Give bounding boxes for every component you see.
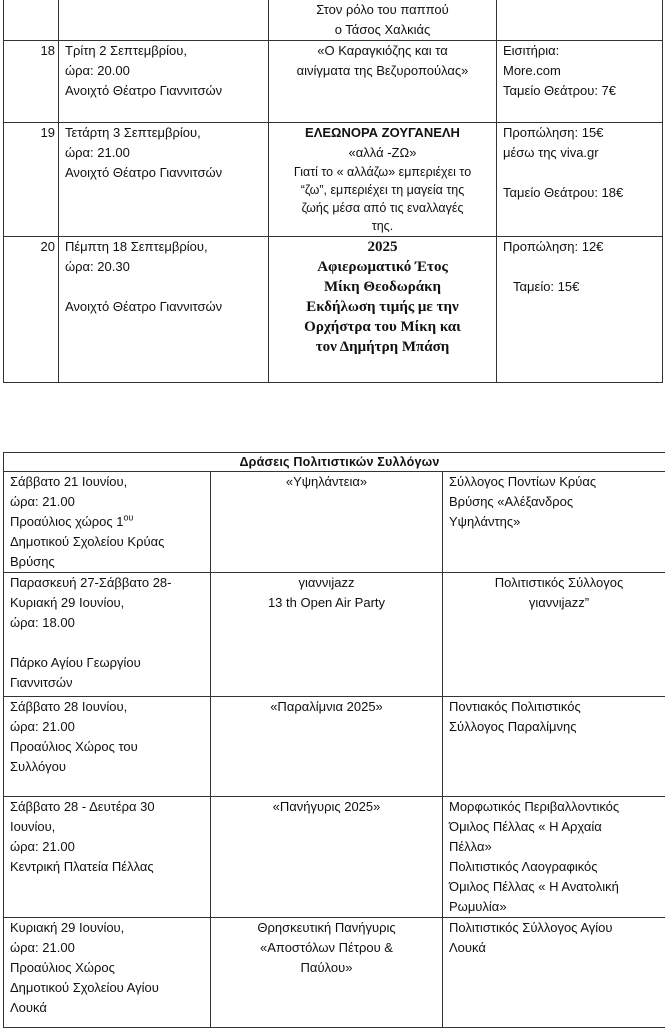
assoc-organizer bbox=[443, 573, 665, 697]
organizer-line: Ποντιακός Πολιτιστικός bbox=[449, 697, 665, 717]
organizer-line: Πολιτιστικός Λαογραφικός bbox=[449, 857, 665, 877]
description-line: ζωής μέσα από τις εναλλαγές bbox=[269, 199, 496, 217]
event-name: 13 th Open Air Party bbox=[211, 593, 442, 613]
tickets-line: Ταμείο Θεάτρου: 18€ bbox=[503, 183, 662, 203]
assoc-when bbox=[4, 472, 211, 573]
description-line: Γιατί το « αλλάζω» εμπεριέχει το bbox=[269, 163, 496, 181]
event-venue: Ανοιχτό Θέατρο Γιαννιτσών bbox=[65, 81, 268, 101]
tickets-link[interactable]: More.com bbox=[503, 61, 662, 81]
assoc-venue: Δημοτικού Σχολείου Αγίου bbox=[10, 978, 210, 998]
assoc-venue: Προαύλιος χώρος $1^{o\upsilon}$ bbox=[10, 512, 210, 532]
event-num: 19 bbox=[4, 123, 59, 237]
organizer-line: Βρύσης «Αλέξανδρος bbox=[449, 492, 665, 512]
assoc-event bbox=[211, 797, 443, 918]
show-title: «αλλά -ΖΩ» bbox=[269, 143, 496, 163]
associations-table bbox=[3, 452, 665, 1028]
organizer-line: Όμιλος Πέλλας « Η Αρχαία bbox=[449, 817, 665, 837]
event-when bbox=[59, 41, 269, 123]
assoc-date: Σάββατο 28 Ιουνίου, bbox=[10, 697, 210, 717]
assoc-venue: Δημοτικού Σχολείου Κρύας bbox=[10, 532, 210, 552]
assoc-venue: Γιαννιτσών bbox=[10, 673, 210, 693]
event-venue: Ανοιχτό Θέατρο Γιαννιτσών bbox=[65, 163, 268, 183]
assoc-when bbox=[4, 797, 211, 918]
event-name: γιαννιjazz bbox=[211, 573, 442, 593]
tickets-line: Ταμείο: 15€ bbox=[503, 277, 662, 297]
event-title bbox=[269, 0, 497, 41]
event-title bbox=[269, 123, 497, 237]
table-row bbox=[4, 918, 665, 1028]
assoc-time: ώρα: 21.00 bbox=[10, 717, 210, 737]
organizer-line: Ρωμυλία» bbox=[449, 897, 665, 917]
event-name: Παύλου» bbox=[211, 958, 442, 978]
performer-name: ΕΛΕΩΝΟΡΑ ΖΟΥΓΑΝΕΛΗ bbox=[269, 123, 496, 143]
table-row bbox=[4, 573, 665, 697]
title-line: 2025 bbox=[269, 237, 496, 257]
assoc-time: ώρα: 21.00 bbox=[10, 938, 210, 958]
title-line: τον Δημήτρη Μπάση bbox=[269, 337, 496, 357]
assoc-time: ώρα: 21.00 bbox=[10, 837, 210, 857]
assoc-venue: Λουκά bbox=[10, 998, 210, 1018]
assoc-event bbox=[211, 472, 443, 573]
title-line: Ορχήστρα του Μίκη και bbox=[269, 317, 496, 337]
organizer-line: γιαννιjazz” bbox=[443, 593, 665, 613]
event-date: Πέμπτη 18 Σεπτεμβρίου, bbox=[65, 237, 268, 257]
event-venue: Ανοιχτό Θέατρο Γιαννιτσών bbox=[65, 297, 268, 317]
assoc-organizer bbox=[443, 472, 665, 573]
assoc-date: Ιουνίου, bbox=[10, 817, 210, 837]
table-row bbox=[4, 237, 663, 383]
organizer-line: Υψηλάντης» bbox=[449, 512, 665, 532]
event-num: 18 bbox=[4, 41, 59, 123]
event-tickets bbox=[497, 237, 663, 383]
table-row bbox=[4, 472, 665, 573]
assoc-organizer bbox=[443, 918, 665, 1028]
assoc-when bbox=[4, 573, 211, 697]
tickets-link[interactable]: μέσω της viva.gr bbox=[503, 143, 662, 163]
event-title bbox=[269, 237, 497, 383]
assoc-organizer bbox=[443, 797, 665, 918]
assoc-venue: Πάρκο Αγίου Γεωργίου bbox=[10, 653, 210, 673]
tickets-line: Προπώληση: 12€ bbox=[503, 237, 662, 257]
event-tickets bbox=[497, 123, 663, 237]
ordinal-superscript: ου bbox=[124, 513, 134, 523]
organizer-line: Πολιτιστικός Σύλλογος bbox=[443, 573, 665, 593]
table-row bbox=[4, 0, 663, 41]
assoc-event bbox=[211, 918, 443, 1028]
assoc-venue: Προαύλιος Χώρος του bbox=[10, 737, 210, 757]
event-title bbox=[269, 41, 497, 123]
event-name: «Πανήγυρις 2025» bbox=[211, 797, 442, 817]
event-when bbox=[59, 123, 269, 237]
title-line: αινίγματα της Βεζυροπούλας» bbox=[269, 61, 496, 81]
assoc-date: Σάββατο 21 Ιουνίου, bbox=[10, 472, 210, 492]
assoc-organizer bbox=[443, 697, 665, 797]
assoc-time: ώρα: 21.00 bbox=[10, 492, 210, 512]
table-header-row bbox=[4, 453, 665, 472]
event-name: «Παραλίμνια 2025» bbox=[211, 697, 442, 717]
assoc-event bbox=[211, 573, 443, 697]
organizer-line: Μορφωτικός Περιβαλλοντικός bbox=[449, 797, 665, 817]
tickets-line: Εισιτήρια: bbox=[503, 41, 662, 61]
organizer-line: Πολιτιστικός Σύλλογος Αγίου bbox=[449, 918, 665, 938]
assoc-date: Κυριακή 29 Ιουνίου, bbox=[10, 593, 210, 613]
table-row bbox=[4, 41, 663, 123]
event-num bbox=[4, 0, 59, 41]
assoc-venue: Κεντρική Πλατεία Πέλλας bbox=[10, 857, 210, 877]
event-tickets bbox=[497, 41, 663, 123]
tickets-line: Ταμείο Θεάτρου: 7€ bbox=[503, 81, 662, 101]
table-title: Δράσεις Πολιτιστικών Συλλόγων bbox=[4, 453, 665, 472]
assoc-time: ώρα: 18.00 bbox=[10, 613, 210, 633]
assoc-when bbox=[4, 697, 211, 797]
event-time: ώρα: 20.00 bbox=[65, 61, 268, 81]
event-num: 20 bbox=[4, 237, 59, 383]
event-tickets bbox=[497, 0, 663, 41]
table-row bbox=[4, 797, 665, 918]
title-line: Μίκη Θεοδωράκη bbox=[269, 277, 496, 297]
organizer-line: Πέλλα» bbox=[449, 837, 665, 857]
event-name: Θρησκευτική Πανήγυρις bbox=[211, 918, 442, 938]
assoc-date: Κυριακή 29 Ιουνίου, bbox=[10, 918, 210, 938]
event-when bbox=[59, 237, 269, 383]
table-row bbox=[4, 697, 665, 797]
title-line: Στον ρόλο του παππού bbox=[269, 0, 496, 20]
assoc-venue: Συλλόγου bbox=[10, 757, 210, 777]
assoc-date: Παρασκευή 27-Σάββατο 28- bbox=[10, 573, 210, 593]
event-name: «Αποστόλων Πέτρου & bbox=[211, 938, 442, 958]
organizer-line: Σύλλογος Ποντίων Κρύας bbox=[449, 472, 665, 492]
organizer-line: Σύλλογος Παραλίμνης bbox=[449, 717, 665, 737]
title-line: Αφιερωματικό Έτος bbox=[269, 257, 496, 277]
description-line: της. bbox=[269, 217, 496, 235]
event-date: Τρίτη 2 Σεπτεμβρίου, bbox=[65, 41, 268, 61]
assoc-venue: Προαύλιος Χώρος bbox=[10, 958, 210, 978]
assoc-date: Σάββατο 28 - Δευτέρα 30 bbox=[10, 797, 210, 817]
title-line: ο Τάσος Χαλκιάς bbox=[269, 20, 496, 40]
event-time: ώρα: 21.00 bbox=[65, 143, 268, 163]
assoc-when bbox=[4, 918, 211, 1028]
event-date: Τετάρτη 3 Σεπτεμβρίου, bbox=[65, 123, 268, 143]
event-time: ώρα: 20.30 bbox=[65, 257, 268, 277]
event-when bbox=[59, 0, 269, 41]
organizer-line: Λουκά bbox=[449, 938, 665, 958]
organizer-line: Όμιλος Πέλλας « Η Ανατολική bbox=[449, 877, 665, 897]
event-name: «Υψηλάντεια» bbox=[211, 472, 442, 492]
assoc-venue: Βρύσης bbox=[10, 552, 210, 572]
table-row bbox=[4, 123, 663, 237]
tickets-line: Προπώληση: 15€ bbox=[503, 123, 662, 143]
title-line: Εκδήλωση τιμής με την bbox=[269, 297, 496, 317]
title-line: «Ο Καραγκιόζης και τα bbox=[269, 41, 496, 61]
description-line: “ζω”, εμπεριέχει τη μαγεία της bbox=[269, 181, 496, 199]
assoc-event bbox=[211, 697, 443, 797]
events-table bbox=[3, 0, 663, 383]
